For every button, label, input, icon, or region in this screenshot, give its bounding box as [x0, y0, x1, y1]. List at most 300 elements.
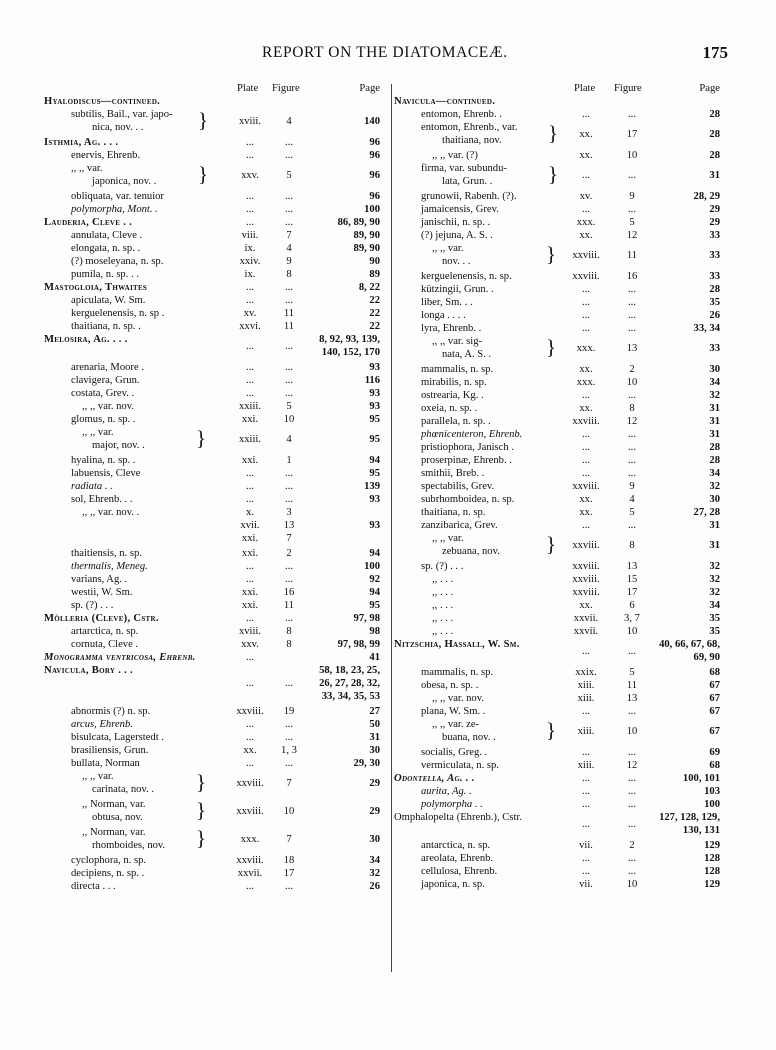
- entry-name-continued: buana, nov. .: [442, 732, 496, 743]
- figure-ref: ...: [285, 362, 293, 373]
- index-entry: [44, 190, 384, 203]
- page-ref: 95: [369, 468, 380, 479]
- index-entry: [394, 612, 732, 625]
- entry-name: glomus, n. sp. .: [71, 414, 136, 425]
- page-ref: 69: [709, 747, 720, 758]
- plate-ref: xx.: [579, 129, 593, 140]
- entry-name: ,, ,, var. ze-: [432, 719, 480, 730]
- plate-ref: xxviii.: [572, 271, 600, 282]
- page-ref: 35: [709, 613, 720, 624]
- plate-ref: xxi.: [241, 414, 259, 425]
- index-entry: [44, 625, 384, 638]
- index-entry: [44, 547, 384, 560]
- figure-ref: ...: [285, 388, 293, 399]
- index-entry: [394, 415, 732, 428]
- page-ref: 93: [369, 401, 380, 412]
- page-ref: 22: [369, 308, 380, 319]
- figure-ref: ...: [628, 747, 636, 758]
- index-entry: [44, 361, 384, 374]
- entry-name: proserpinæ, Ehrenb. .: [421, 455, 512, 466]
- page-heading: Page: [359, 83, 380, 94]
- plate-ref: xxviii.: [572, 574, 600, 585]
- page-ref: 28, 29: [693, 191, 720, 202]
- plate-ref: ...: [246, 204, 254, 215]
- entry-name: Melosira, Ag. . . .: [44, 334, 128, 345]
- entry-name: oxeia, n. sp. .: [421, 403, 478, 414]
- entry-name: phœnicenteron, Ehrenb.: [421, 429, 523, 440]
- figure-ref: 9: [629, 481, 635, 492]
- entry-name: ,, ,, var.: [82, 771, 114, 782]
- plate-ref: ...: [582, 284, 590, 295]
- page-ref: 27, 28: [693, 507, 720, 518]
- entry-name: sol, Ehrenb. . .: [71, 494, 133, 505]
- page-ref: 98: [369, 626, 380, 637]
- entry-name: Hyalodiscus—continued.: [44, 96, 161, 107]
- index-entries: [394, 95, 732, 891]
- entry-name: japonica, n. sp.: [421, 879, 485, 890]
- index-entry: [394, 322, 732, 335]
- index-entry: [44, 506, 384, 547]
- plate-ref: xv.: [579, 191, 593, 202]
- figure-ref: ...: [285, 204, 293, 215]
- entry-name: antarctica, n. sp.: [421, 840, 491, 851]
- plate-ref: ...: [582, 773, 590, 784]
- entry-name: sp. (?) . . .: [71, 600, 114, 611]
- figure-ref: 2: [286, 548, 292, 559]
- brace-icon: }: [546, 718, 557, 742]
- figure-ref: 13: [626, 693, 638, 704]
- figure-ref: ...: [628, 819, 636, 830]
- entry-name: pristiophora, Janisch .: [421, 442, 514, 453]
- figure-ref: ...: [628, 170, 636, 181]
- plate-ref: ...: [246, 732, 254, 743]
- entry-name: cornuta, Cleve .: [71, 639, 139, 650]
- figure-ref: 4: [286, 243, 292, 254]
- page-ref: 140: [364, 116, 380, 127]
- index-entry: [394, 467, 732, 480]
- figure-ref: 2: [629, 840, 635, 851]
- entry-name-continued: obtusa, nov.: [92, 812, 143, 823]
- page-ref: 30: [709, 364, 720, 375]
- figure-ref: ...: [628, 429, 636, 440]
- index-entry: [394, 493, 732, 506]
- entry-name: sp. (?) . . .: [421, 561, 464, 572]
- figure-ref: 10: [626, 377, 638, 388]
- index-entries: [44, 95, 384, 893]
- page-ref: 32: [709, 390, 720, 401]
- plate-ref: xx.: [579, 494, 593, 505]
- figure-ref: ...: [628, 468, 636, 479]
- plate-ref: ...: [246, 678, 254, 689]
- index-entry: [394, 428, 732, 441]
- index-entry: [394, 363, 732, 376]
- page-ref: 33, 34: [693, 323, 720, 334]
- entry-name: polymorpha . .: [421, 799, 483, 810]
- page-ref: 26: [369, 881, 380, 892]
- page-ref: 29: [369, 806, 380, 817]
- figure-ref: 11: [626, 250, 638, 261]
- plate-ref: xxx.: [576, 377, 596, 388]
- entry-name: thaitiensis, n. sp.: [71, 548, 142, 559]
- page-ref: 95: [369, 414, 380, 425]
- figure-ref: ...: [628, 866, 636, 877]
- entry-name: kerguelenensis, n. sp .: [71, 308, 165, 319]
- figure-heading: Figure: [614, 83, 642, 94]
- figure-ref: 11: [626, 680, 638, 691]
- entry-name-continued: nata, A. S. .: [442, 349, 492, 360]
- plate-ref: xviii.: [238, 626, 262, 637]
- index-entry: [394, 108, 732, 121]
- figure-ref: 10: [626, 626, 638, 637]
- plate-ref: xvii.: [240, 520, 260, 531]
- page-ref: 89, 90: [353, 230, 380, 241]
- page-ref: 30: [369, 745, 380, 756]
- plate-ref: ...: [582, 819, 590, 830]
- entry-name: Monogramma ventricosa, Ehrenb.: [44, 652, 196, 663]
- figure-ref: ...: [285, 719, 293, 730]
- plate-ref: ...: [582, 390, 590, 401]
- index-entry: [44, 216, 384, 229]
- entry-name-continued: nov. . .: [442, 256, 471, 267]
- entry-name: cellulosa, Ehrenb.: [421, 866, 498, 877]
- entry-name: Mastogloia, Thwaites: [44, 282, 148, 293]
- index-entry: [44, 880, 384, 893]
- entry-name: thaitiana, n. sp. .: [71, 321, 141, 332]
- figure-ref: 7: [286, 834, 292, 845]
- entry-name: polymorpha, Mont. .: [71, 204, 158, 215]
- figure-ref: 10: [283, 806, 295, 817]
- figure-ref: 8: [286, 626, 292, 637]
- page-ref-continued: 69, 90: [693, 652, 720, 663]
- index-entry: [44, 586, 384, 599]
- entry-name: Mölleria (Cleve), Cstr.: [44, 613, 159, 624]
- plate-ref: xxviii.: [236, 778, 264, 789]
- plate-heading: Plate: [237, 83, 259, 94]
- figure-ref: 7: [286, 778, 292, 789]
- page-ref: 90: [369, 256, 380, 267]
- plate-heading: Plate: [574, 83, 596, 94]
- plate-ref: xxvii.: [237, 868, 263, 879]
- index-entry: [44, 268, 384, 281]
- plate-ref: ...: [246, 652, 254, 663]
- entry-name: obliquata, var. tenuior: [71, 191, 164, 202]
- figure-ref: 3: [286, 507, 292, 518]
- figure-ref: 7: [286, 533, 292, 544]
- page-number: 175: [702, 43, 728, 62]
- plate-ref: ...: [582, 323, 590, 334]
- page-ref: 103: [704, 786, 720, 797]
- entry-name: (?) moseleyana, n. sp.: [71, 256, 164, 267]
- entry-name: aurita, Ag. .: [421, 786, 472, 797]
- page-ref: 129: [704, 879, 720, 890]
- page-ref: 33: [709, 230, 720, 241]
- page-ref: 94: [369, 455, 380, 466]
- entry-name-continued: nica, nov. . .: [92, 122, 144, 133]
- index-entry: [44, 149, 384, 162]
- figure-ref: ...: [628, 297, 636, 308]
- plate-ref: ...: [582, 429, 590, 440]
- plate-ref: xxvi.: [239, 321, 261, 332]
- page-ref: 95: [369, 600, 380, 611]
- plate-ref: vii.: [579, 879, 593, 890]
- plate-ref: xx.: [579, 600, 593, 611]
- figure-ref: 12: [626, 230, 638, 241]
- index-entry: [44, 480, 384, 493]
- entry-name: directa . . .: [71, 881, 116, 892]
- figure-ref: 8: [629, 403, 635, 414]
- running-head: [0, 44, 776, 66]
- figure-ref: 5: [629, 507, 635, 518]
- plate-ref: ...: [246, 217, 254, 228]
- index-entry: [44, 612, 384, 625]
- index-entry: [394, 480, 732, 493]
- entry-name: ,, ,, var.: [432, 243, 464, 254]
- plate-ref: ...: [246, 295, 254, 306]
- figure-ref: 19: [283, 706, 295, 717]
- entry-name: arcus, Ehrenb.: [71, 719, 133, 730]
- entry-name: liber, Sm. . .: [421, 297, 473, 308]
- figure-ref: ...: [628, 706, 636, 717]
- entry-name: janischii, n. sp. .: [421, 217, 491, 228]
- entry-name: areolata, Ehrenb.: [421, 853, 494, 864]
- figure-ref: ...: [285, 574, 293, 585]
- page-ref: 26: [709, 310, 720, 321]
- page-ref: 68: [709, 667, 720, 678]
- figure-ref: ...: [628, 853, 636, 864]
- entry-name: arenaria, Moore .: [71, 362, 144, 373]
- entry-name: decipiens, n. sp. .: [71, 868, 145, 879]
- page-ref: 33: [709, 343, 720, 354]
- plate-ref: xxvii.: [573, 613, 599, 624]
- plate-ref: xiii.: [577, 693, 595, 704]
- figure-ref: 11: [283, 321, 295, 332]
- figure-ref: 1: [286, 455, 292, 466]
- figure-ref: 12: [626, 760, 638, 771]
- index-entry: [44, 242, 384, 255]
- plate-ref: xxi.: [241, 548, 259, 559]
- entry-name: varians, Ag. .: [71, 574, 128, 585]
- figure-ref: ...: [628, 204, 636, 215]
- plate-ref: ...: [582, 706, 590, 717]
- plate-ref: ...: [246, 574, 254, 585]
- page-ref: 34: [369, 855, 380, 866]
- page-ref-continued: 33, 34, 35, 53: [321, 691, 380, 702]
- plate-ref: ix.: [244, 243, 256, 254]
- entry-name: kerguelenensis, n. sp.: [421, 271, 512, 282]
- page-ref: 41: [369, 652, 380, 663]
- index-entry: [44, 664, 384, 705]
- figure-ref: ...: [628, 109, 636, 120]
- entry-name: entomon, Ehrenb., var.: [421, 122, 518, 133]
- entry-name: ,, ,, var. nov. .: [82, 507, 140, 518]
- index-entry: [44, 493, 384, 506]
- figure-ref: 10: [626, 726, 638, 737]
- entry-name: subrhomboidea, n. sp.: [421, 494, 515, 505]
- entry-name: hyalina, n. sp. .: [71, 455, 136, 466]
- figure-ref: 8: [629, 540, 635, 551]
- entry-name: grunowii, Rabenh. (?).: [421, 191, 517, 202]
- plate-ref: xxi.: [241, 587, 259, 598]
- figure-ref: 12: [626, 416, 638, 427]
- plate-ref: xxv.: [241, 639, 259, 650]
- plate-ref: xv.: [243, 308, 257, 319]
- plate-ref: ...: [582, 747, 590, 758]
- figure-ref: ...: [285, 881, 293, 892]
- index-entry: [394, 270, 732, 283]
- figure-ref: 5: [629, 217, 635, 228]
- entry-name: Lauderia, Cleve . .: [44, 217, 133, 228]
- entry-name: socialis, Greg. .: [421, 747, 488, 758]
- figure-ref: ...: [285, 150, 293, 161]
- index-entry: [394, 283, 732, 296]
- entry-name: pumila, n. sp. . .: [71, 269, 139, 280]
- column-header: [44, 82, 384, 95]
- page-ref: 31: [709, 540, 720, 551]
- figure-ref: ...: [628, 799, 636, 810]
- index-entry: [394, 121, 732, 149]
- plate-ref: ...: [246, 468, 254, 479]
- page-ref: 33: [709, 271, 720, 282]
- brace-icon: }: [196, 798, 207, 822]
- index-entry: [44, 294, 384, 307]
- plate-ref: ...: [582, 297, 590, 308]
- index-entry: [44, 770, 384, 798]
- entry-name: subtilis, Bail., var. japo-: [71, 109, 173, 120]
- plate-ref: ...: [582, 109, 590, 120]
- figure-ref: 17: [626, 587, 638, 598]
- index-entry: [394, 785, 732, 798]
- plate-ref: ...: [246, 481, 254, 492]
- page-ref: 67: [709, 693, 720, 704]
- entry-name: enervis, Ehrenb.: [71, 150, 141, 161]
- page-ref: 116: [364, 375, 380, 386]
- entry-name: mammalis, n. sp.: [421, 364, 494, 375]
- index-entry: [44, 136, 384, 149]
- page-ref: 96: [369, 150, 380, 161]
- figure-ref: 5: [629, 667, 635, 678]
- plate-ref: ...: [582, 310, 590, 321]
- figure-ref: 5: [286, 170, 292, 181]
- entry-name: Omphalopelta (Ehrenb.), Cstr.: [394, 812, 522, 823]
- figure-ref: ...: [285, 137, 293, 148]
- page-ref: 129: [704, 840, 720, 851]
- column-divider: [391, 84, 392, 972]
- plate-ref: xxviii.: [572, 416, 600, 427]
- plate-ref: xxx.: [240, 834, 260, 845]
- index-entry: [394, 149, 732, 162]
- plate-ref: xx.: [579, 507, 593, 518]
- page-ref: 28: [709, 284, 720, 295]
- figure-ref: ...: [285, 494, 293, 505]
- index-entry: [394, 389, 732, 402]
- brace-icon: }: [196, 826, 207, 850]
- plate-ref: viii.: [241, 230, 259, 241]
- page-ref: 27: [369, 706, 380, 717]
- index-entry: [394, 454, 732, 467]
- figure-ref: ...: [285, 758, 293, 769]
- plate-ref: ...: [582, 520, 590, 531]
- page-title: REPORT ON THE DIATOMACEÆ.: [262, 44, 508, 61]
- plate-ref: ...: [582, 204, 590, 215]
- figure-ref: 7: [286, 230, 292, 241]
- figure-ref: 13: [283, 520, 295, 531]
- index-entry: [44, 744, 384, 757]
- figure-ref: ...: [628, 786, 636, 797]
- figure-ref: 17: [283, 868, 295, 879]
- plate-ref: ...: [582, 170, 590, 181]
- index-entry: [44, 333, 384, 361]
- page-ref: 33: [709, 250, 720, 261]
- figure-ref: 10: [626, 879, 638, 890]
- plate-ref: ...: [246, 719, 254, 730]
- entry-name: ,, ,, var. sig-: [432, 336, 483, 347]
- page-ref: 32: [709, 561, 720, 572]
- index-entry: [394, 376, 732, 389]
- entry-name-continued: carinata, nov. .: [92, 784, 154, 795]
- page-ref: 30: [709, 494, 720, 505]
- figure-ref: 1, 3: [281, 745, 297, 756]
- entry-name: apiculata, W. Sm.: [71, 295, 146, 306]
- entry-name: ,, ,, var.: [432, 533, 464, 544]
- page-ref: 97, 98: [353, 613, 380, 624]
- plate-ref: ...: [246, 282, 254, 293]
- page-ref: 93: [369, 362, 380, 373]
- index-entry: [394, 679, 732, 692]
- index-entry: [394, 560, 732, 573]
- figure-ref: 17: [626, 129, 638, 140]
- entry-name: costata, Grev. .: [71, 388, 135, 399]
- index-entry: [394, 839, 732, 852]
- plate-ref: xx.: [579, 230, 593, 241]
- figure-ref: 16: [626, 271, 638, 282]
- figure-ref: 10: [283, 414, 295, 425]
- index-entry: [44, 426, 384, 454]
- figure-ref: 15: [626, 574, 638, 585]
- entry-name: bullata, Norman: [71, 758, 140, 769]
- page-ref: 128: [704, 853, 720, 864]
- plate-ref: xiii.: [577, 680, 595, 691]
- index-entry: [394, 441, 732, 454]
- entry-name: clavigera, Grun.: [71, 375, 140, 386]
- plate-ref: xxi.: [241, 455, 259, 466]
- plate-ref: xxix.: [575, 667, 597, 678]
- page-ref: 86, 89, 90: [337, 217, 380, 228]
- page-ref: 31: [709, 416, 720, 427]
- figure-ref: ...: [285, 375, 293, 386]
- figure-ref: 11: [283, 308, 295, 319]
- index-entry: [44, 867, 384, 880]
- entry-name: ,, Norman, var.: [82, 827, 146, 838]
- entry-name: elongata, n. sp. .: [71, 243, 141, 254]
- page-ref: 34: [709, 600, 720, 611]
- plate-ref: ...: [246, 375, 254, 386]
- index-entry: [394, 625, 732, 638]
- page-ref: 100: [364, 204, 380, 215]
- figure-ref: 4: [629, 494, 635, 505]
- entry-name: kützingii, Grun. .: [421, 284, 494, 295]
- index-entry: [44, 203, 384, 216]
- figure-ref: ...: [285, 481, 293, 492]
- index-entry: [394, 309, 732, 322]
- entry-name: ,, . . .: [432, 587, 454, 598]
- page-ref-continued: 26, 27, 28, 32,: [319, 678, 380, 689]
- index-entry: [394, 506, 732, 519]
- page-ref: 35: [709, 297, 720, 308]
- figure-ref: ...: [628, 520, 636, 531]
- plate-ref: xxx.: [576, 343, 596, 354]
- page-ref: 100: [364, 561, 380, 572]
- column-header: [394, 82, 732, 95]
